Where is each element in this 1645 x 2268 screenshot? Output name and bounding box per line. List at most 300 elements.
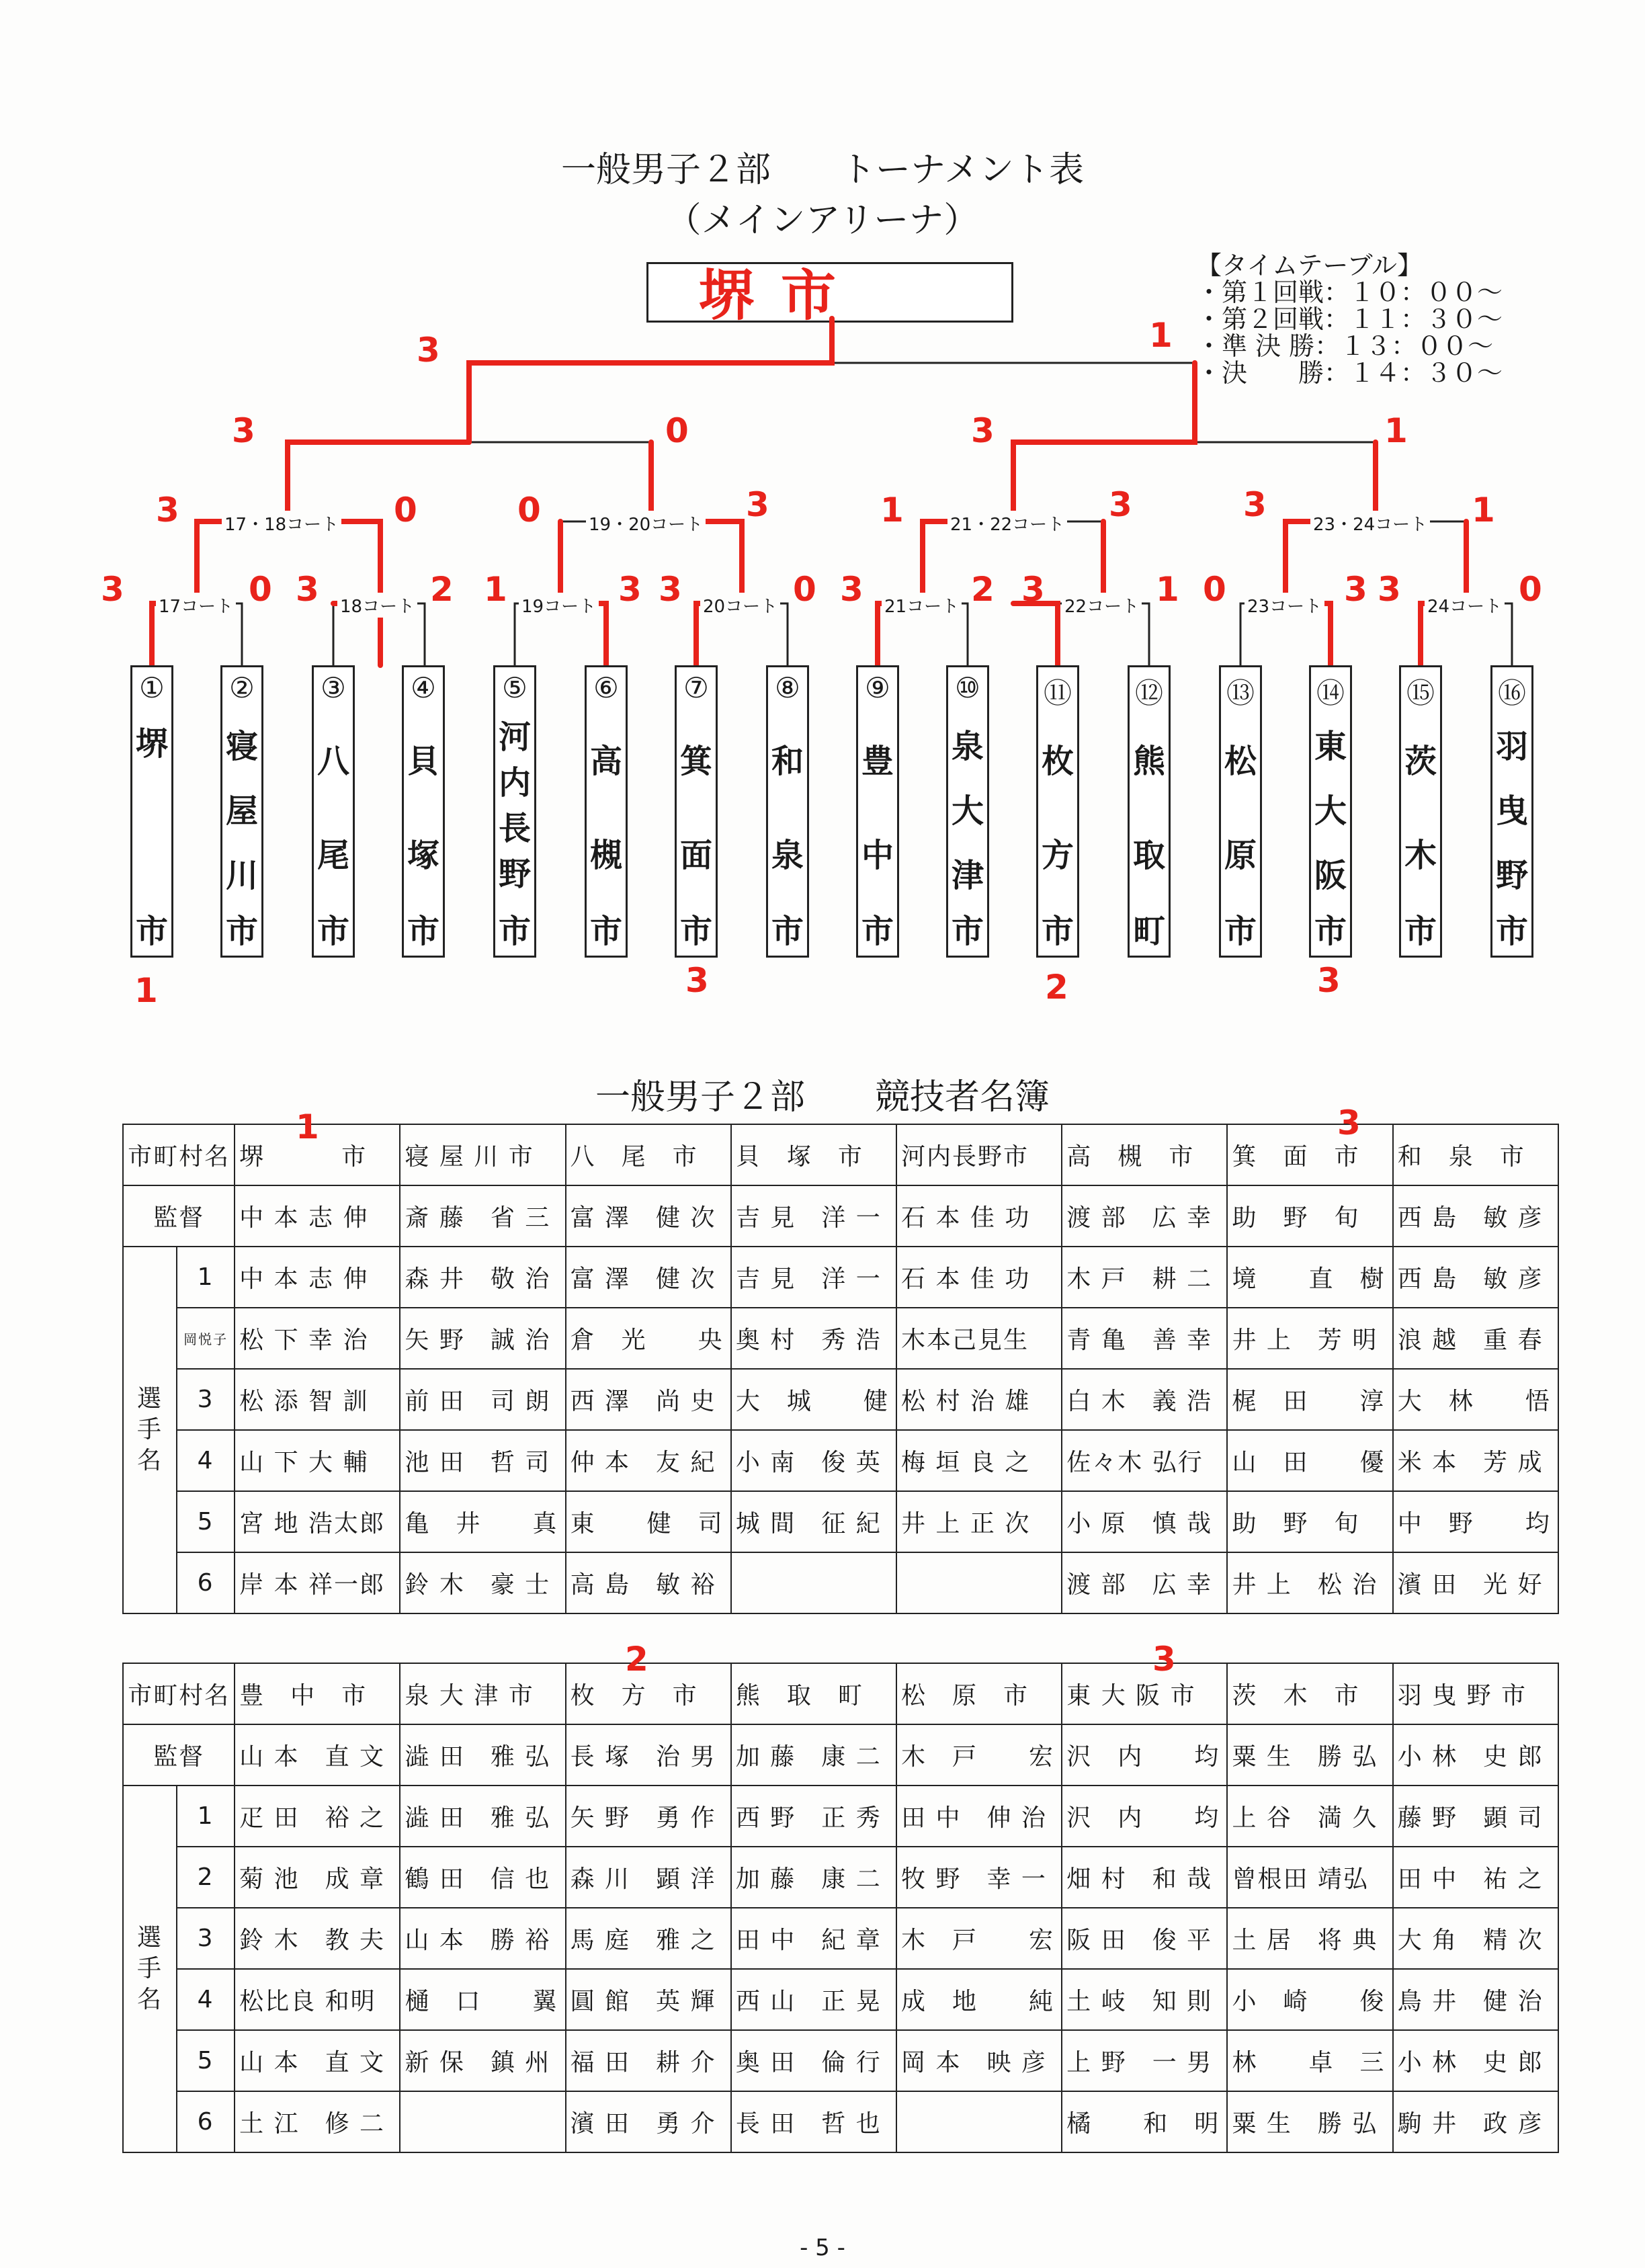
team-name-char: 寝 [225, 728, 258, 765]
team-number: ③ [321, 671, 346, 704]
team-name [768, 714, 807, 902]
team-name-char: 豊 [861, 743, 894, 780]
page-subtitle: （メインアリーナ） [666, 200, 979, 241]
team-box [402, 665, 445, 958]
player-cell: 松 村 治 雄 [896, 1369, 1062, 1430]
score-mark: 3 [1109, 485, 1132, 524]
player-cell: 曾根田 靖弘 [1227, 1847, 1392, 1908]
coach-header: 監督 [123, 1185, 235, 1247]
team-name [132, 714, 171, 773]
team-box [130, 665, 173, 958]
players-header-char: 手 [137, 1416, 163, 1443]
player-cell: 白 木 義 浩 [1062, 1369, 1227, 1430]
team-box [1490, 665, 1533, 958]
score-mark: 3 [296, 570, 319, 609]
team-suffix: 市 [1404, 913, 1437, 950]
team-name-char: 原 [1224, 837, 1257, 874]
player-cell: 牧 野 幸 一 [896, 1847, 1062, 1908]
player-cell [731, 1552, 896, 1613]
player-cell: 松 添 智 訓 [235, 1369, 400, 1430]
player-cell: 林 卓 三 [1227, 2030, 1392, 2091]
player-cell: 前 田 司 朗 [400, 1369, 565, 1430]
city-row [123, 1663, 1558, 1724]
team-name-char: 曳 [1495, 792, 1528, 830]
players-header-char: 手 [137, 1955, 163, 1982]
player-cell: 奥 田 倫 行 [731, 2030, 896, 2091]
team-name-char: 泉 [771, 837, 804, 874]
player-cell: 大 角 精 次 [1393, 1908, 1558, 1969]
player-cell: 森 川 顕 洋 [566, 1847, 731, 1908]
player-row [123, 1552, 1558, 1613]
player-cell: 土 居 将 典 [1227, 1908, 1392, 1969]
coach-cell: 木 戸 宏 [896, 1724, 1062, 1786]
score-mark: 1 [1472, 491, 1495, 530]
team-name [1311, 714, 1350, 908]
player-cell: 森 井 敬 治 [400, 1247, 565, 1308]
team-name-char: 方 [1041, 837, 1074, 874]
page-number: - 5 - [800, 2234, 845, 2261]
player-index: 5 [177, 2030, 235, 2091]
player-cell: 上 谷 満 久 [1227, 1786, 1392, 1847]
team-name-char: 阪 [1314, 857, 1347, 894]
score-mark: 0 [1203, 570, 1226, 609]
player-cell: 疋 田 裕 之 [235, 1786, 400, 1847]
coach-cell: 渡 部 広 幸 [1062, 1185, 1227, 1247]
city-cell: 寝 屋 川 市 [400, 1124, 565, 1185]
team-name-char: 羽 [1495, 728, 1528, 765]
team-name [1130, 714, 1169, 902]
timetable-title: 【タイムテーブル】 [1196, 251, 1423, 280]
coach-cell: 加 藤 康 二 [731, 1724, 896, 1786]
coach-cell: 石 本 佳 功 [896, 1185, 1062, 1247]
city-cell: 和 泉 市 [1393, 1124, 1558, 1185]
player-cell: 橘 和 明 [1062, 2091, 1227, 2152]
player-cell: 濱 田 勇 介 [566, 2091, 731, 2152]
players-header-char: 選 [137, 1924, 163, 1951]
score-mark: 3 [1378, 570, 1401, 609]
team-name-char: 屋 [225, 792, 258, 830]
city-header: 市町村名 [123, 1663, 235, 1724]
team-name [948, 714, 987, 908]
score-mark: 1 [880, 491, 904, 530]
team-name-char: 取 [1132, 837, 1165, 874]
player-cell: 井 上 芳 明 [1227, 1308, 1392, 1369]
timetable-row: ・決 勝：１４：３０～ [1196, 358, 1503, 388]
team-name-char: 茨 [1404, 743, 1437, 780]
player-cell: 鈴 木 教 夫 [235, 1908, 400, 1969]
player-cell: 西 澤 尚 史 [566, 1369, 731, 1430]
player-cell: 池 田 哲 司 [400, 1430, 565, 1491]
player-index: 4 [177, 1969, 235, 2030]
player-cell: 中 野 均 [1393, 1491, 1558, 1552]
court-label: 19コート [519, 593, 599, 618]
score-mark: 3 [685, 961, 709, 1000]
player-cell: 土 江 修 二 [235, 2091, 400, 2152]
team-suffix: 町 [1132, 913, 1165, 950]
player-index: 4 [177, 1430, 235, 1491]
city-cell: 河内長野市 [896, 1124, 1062, 1185]
team-suffix: 市 [1314, 913, 1347, 950]
player-cell: 岸 本 祥一郎 [235, 1552, 400, 1613]
player-cell: 小 崎 俊 [1227, 1969, 1392, 2030]
team-name-char: 大 [1314, 792, 1347, 830]
player-cell: 木本己見生 [896, 1308, 1062, 1369]
player-cell: 井 上 松 治 [1227, 1552, 1392, 1613]
score-mark: 0 [249, 570, 272, 609]
team-name-char: 箕 [679, 743, 712, 780]
player-index: 1 [177, 1786, 235, 1847]
team-name [404, 714, 443, 902]
coach-cell: 沢 内 均 [1062, 1724, 1227, 1786]
player-cell: 澁 田 雅 弘 [400, 1786, 565, 1847]
player-cell: 梅 垣 良 之 [896, 1430, 1062, 1491]
court-label: 23・24コート [1310, 511, 1430, 536]
player-cell: 田 中 紀 章 [731, 1908, 896, 1969]
player-cell: 樋 口 翼 [400, 1969, 565, 2030]
score-mark: 3 [1317, 961, 1341, 1000]
team-box [220, 665, 263, 958]
player-cell: 仲 本 友 紀 [566, 1430, 731, 1491]
score-mark: 3 [840, 570, 863, 609]
coach-cell: 吉 見 洋 一 [731, 1185, 896, 1247]
team-name-char: 川 [225, 857, 258, 894]
score-mark: 3 [971, 411, 995, 450]
player-cell: 沢 内 均 [1062, 1786, 1227, 1847]
coach-cell: 澁 田 雅 弘 [400, 1724, 565, 1786]
score-mark: 3 [659, 570, 682, 609]
player-index: 5 [177, 1491, 235, 1552]
team-name [858, 714, 897, 902]
players-header-char: 選 [137, 1385, 163, 1413]
player-cell: 中 本 志 伸 [235, 1247, 400, 1308]
team-name [587, 714, 626, 902]
score-mark: 2 [971, 570, 995, 609]
player-cell: 石 本 佳 功 [896, 1247, 1062, 1308]
player-cell: 鳥 井 健 治 [1393, 1969, 1558, 2030]
team-box [1399, 665, 1442, 958]
player-cell: 鈴 木 豪 士 [400, 1552, 565, 1613]
player-row [123, 1308, 1558, 1369]
team-suffix: 市 [135, 913, 168, 950]
player-cell [400, 2091, 565, 2152]
team-name-char: 尾 [317, 837, 349, 874]
winner-name: 堺市 [699, 264, 863, 328]
team-name [677, 714, 716, 902]
player-cell: 大 城 健 [731, 1369, 896, 1430]
player-row [123, 2030, 1558, 2091]
player-cell: 山 下 大 輔 [235, 1430, 400, 1491]
player-row [123, 1247, 1558, 1308]
city-cell: 枚 方 市 [566, 1663, 731, 1724]
team-suffix: 市 [225, 913, 258, 950]
team-box [1219, 665, 1262, 958]
team-name-char: 和 [771, 743, 804, 780]
team-number: ① [139, 671, 165, 704]
team-name-char: 松 [1224, 743, 1257, 780]
city-cell: 箕 面 市 [1227, 1124, 1392, 1185]
team-name-char: 塚 [407, 837, 439, 874]
player-cell: 梶 田 淳 [1227, 1369, 1392, 1430]
player-index: 岡悦子 [177, 1308, 235, 1369]
team-suffix: 市 [498, 913, 531, 950]
player-cell: 西 島 敏 彦 [1393, 1247, 1558, 1308]
team-number: ② [229, 671, 255, 704]
team-name-char: 木 [1404, 837, 1437, 874]
player-index: 3 [177, 1908, 235, 1969]
city-cell: 熊 取 町 [731, 1663, 896, 1724]
city-cell: 貝 塚 市 [731, 1124, 896, 1185]
player-index: 6 [177, 2091, 235, 2152]
player-cell: 木 戸 宏 [896, 1908, 1062, 1969]
city-header: 市町村名 [123, 1124, 235, 1185]
team-suffix: 市 [1224, 913, 1257, 950]
players-header [123, 1247, 177, 1613]
score-mark: 3 [1344, 570, 1367, 609]
court-label: 17・18コート [222, 511, 341, 536]
player-cell: 阪 田 俊 平 [1062, 1908, 1227, 1969]
team-name [222, 714, 261, 908]
team-number: ⑬ [1226, 677, 1255, 710]
team-number: ⑤ [502, 671, 528, 704]
timetable-row: ・第２回戦：１１：３０～ [1196, 304, 1503, 334]
city-cell: 豊 中 市 [235, 1663, 400, 1724]
score-mark: 1 [484, 570, 507, 609]
player-cell: 松比良 和明 [235, 1969, 400, 2030]
player-cell: 馬 庭 雅 之 [566, 1908, 731, 1969]
team-name-char: 槻 [589, 837, 622, 874]
player-cell: 長 田 哲 也 [731, 2091, 896, 2152]
player-cell: 奥 村 秀 浩 [731, 1308, 896, 1369]
score-mark: 0 [1519, 570, 1542, 609]
players-header [123, 1786, 177, 2152]
score-mark: 3 [101, 570, 124, 609]
roster-table-2 [122, 1663, 1559, 2153]
team-name-char: 貝 [407, 743, 439, 780]
team-box [675, 665, 718, 958]
team-suffix: 市 [407, 913, 439, 950]
coach-cell: 中 本 志 伸 [235, 1185, 400, 1247]
team-number: ④ [411, 671, 436, 704]
team-box [766, 665, 809, 958]
player-cell: 土 岐 知 則 [1062, 1969, 1227, 2030]
coach-cell: 助 野 旬 [1227, 1185, 1392, 1247]
team-name-char: 東 [1314, 728, 1347, 765]
score-mark: 2 [1045, 968, 1068, 1007]
player-cell: 渡 部 広 幸 [1062, 1552, 1227, 1613]
player-cell [896, 1552, 1062, 1613]
player-row [123, 1430, 1558, 1491]
player-cell: 倉 光 央 [566, 1308, 731, 1369]
city-cell: 羽 曳 野 市 [1393, 1663, 1558, 1724]
team-suffix: 市 [679, 913, 712, 950]
team-name-char: 内 [498, 764, 531, 802]
score-mark: 1 [1384, 411, 1408, 450]
team-number: ⑭ [1316, 677, 1345, 710]
court-label: 23コート [1245, 593, 1324, 618]
player-cell: 東 健 司 [566, 1491, 731, 1552]
score-mark: 2 [430, 570, 454, 609]
coach-row [123, 1185, 1558, 1247]
coach-cell: 斎 藤 省 三 [400, 1185, 565, 1247]
player-row [123, 1369, 1558, 1430]
team-suffix: 市 [951, 913, 984, 950]
player-cell: 宮 地 浩太郎 [235, 1491, 400, 1552]
player-row [123, 1491, 1558, 1552]
player-index: 2 [177, 1847, 235, 1908]
team-name-char: 八 [317, 743, 349, 780]
team-suffix: 市 [1041, 913, 1074, 950]
team-suffix: 市 [589, 913, 622, 950]
team-suffix: 市 [771, 913, 804, 950]
city-cell: 八 尾 市 [566, 1124, 731, 1185]
player-cell: 木 戸 耕 二 [1062, 1247, 1227, 1308]
player-cell: 山 本 勝 裕 [400, 1908, 565, 1969]
player-cell: 上 野 一 男 [1062, 2030, 1227, 2091]
coach-row [123, 1724, 1558, 1786]
score-mark: 3 [417, 331, 440, 370]
player-cell: 藤 野 顕 司 [1393, 1786, 1558, 1847]
players-header-char: 名 [137, 1447, 163, 1474]
player-cell: 加 藤 康 二 [731, 1847, 896, 1908]
player-cell: 福 田 耕 介 [566, 2030, 731, 2091]
player-cell: 圓 館 英 輝 [566, 1969, 731, 2030]
coach-cell: 富 澤 健 次 [566, 1185, 731, 1247]
page-title: 一般男子２部 トーナメント表 [561, 150, 1084, 190]
court-label: 19・20コート [586, 511, 706, 536]
player-cell: 粟 生 勝 弘 [1227, 2091, 1392, 2152]
team-name [314, 714, 353, 902]
team-number: ⑮ [1406, 677, 1435, 710]
player-cell: 吉 見 洋 一 [731, 1247, 896, 1308]
player-cell: 山 本 直 文 [235, 2030, 400, 2091]
player-index: 6 [177, 1552, 235, 1613]
player-cell: 西 山 正 晃 [731, 1969, 896, 2030]
city-cell: 東 大 阪 市 [1062, 1663, 1227, 1724]
team-name-char: 大 [951, 792, 984, 830]
player-cell: 成 地 純 [896, 1969, 1062, 2030]
team-number: ⑧ [775, 671, 800, 704]
timetable-row: ・第１回戦：１０：００～ [1196, 278, 1503, 307]
coach-cell: 長 塚 治 男 [566, 1724, 731, 1786]
team-name [1401, 714, 1440, 902]
court-label: 20コート [700, 593, 780, 618]
player-cell: 井 上 正 次 [896, 1491, 1062, 1552]
team-number: ⑥ [593, 671, 619, 704]
score-mark: 0 [793, 570, 816, 609]
team-number: ⑯ [1497, 677, 1526, 710]
player-cell: 畑 村 和 哉 [1062, 1847, 1227, 1908]
court-label: 17コート [156, 593, 236, 618]
player-row [123, 2091, 1558, 2152]
team-name-char: 枚 [1041, 743, 1074, 780]
player-cell: 駒 井 政 彦 [1393, 2091, 1558, 2152]
score-mark: 3 [1243, 485, 1267, 524]
team-suffix: 市 [1495, 913, 1528, 950]
player-row [123, 1908, 1558, 1969]
player-cell: 岡 本 映 彦 [896, 2030, 1062, 2091]
player-cell: 西 野 正 秀 [731, 1786, 896, 1847]
player-cell: 小 南 俊 英 [731, 1430, 896, 1491]
coach-cell: 山 本 直 文 [235, 1724, 400, 1786]
team-name-char: 中 [861, 837, 894, 874]
team-number: ⑪ [1043, 677, 1072, 710]
roster-mark: 3 [1152, 1640, 1176, 1679]
team-box [312, 665, 355, 958]
team-box [946, 665, 989, 958]
player-cell: 青 亀 善 幸 [1062, 1308, 1227, 1369]
city-cell: 茨 木 市 [1227, 1663, 1392, 1724]
team-box [1309, 665, 1352, 958]
player-row [123, 1786, 1558, 1847]
coach-cell: 西 島 敏 彦 [1393, 1185, 1558, 1247]
player-cell: 浪 越 重 春 [1393, 1308, 1558, 1369]
score-mark: 0 [394, 491, 417, 530]
city-cell: 堺 市 [235, 1124, 400, 1185]
player-cell: 濱 田 光 好 [1393, 1552, 1558, 1613]
team-name-char: 面 [679, 837, 712, 874]
team-number: ⑫ [1134, 677, 1163, 710]
city-cell: 高 槻 市 [1062, 1124, 1227, 1185]
score-mark: 3 [232, 411, 255, 450]
team-name-char: 長 [498, 810, 531, 847]
player-cell: 田 中 伸 治 [896, 1786, 1062, 1847]
score-mark: 1 [134, 971, 158, 1010]
team-name-char: 野 [1495, 857, 1528, 894]
player-cell: 富 澤 健 次 [566, 1247, 731, 1308]
roster-title: 一般男子２部 競技者名簿 [595, 1077, 1050, 1118]
team-number: ⑦ [683, 671, 709, 704]
player-row [123, 1969, 1558, 2030]
team-name-char: 堺 [135, 725, 168, 763]
team-name-char: 河 [498, 718, 531, 756]
player-cell: 山 田 優 [1227, 1430, 1392, 1491]
player-cell: 小 林 史 郎 [1393, 2030, 1558, 2091]
player-cell: 矢 野 誠 治 [400, 1308, 565, 1369]
score-mark: 3 [746, 485, 769, 524]
team-suffix: 市 [317, 913, 349, 950]
team-name [495, 714, 534, 897]
score-mark: 3 [618, 570, 642, 609]
player-cell: 高 島 敏 裕 [566, 1552, 731, 1613]
court-label: 21・22コート [947, 511, 1067, 536]
team-box [1036, 665, 1079, 958]
roster-mark: 3 [1337, 1103, 1361, 1142]
player-cell: 新 保 鎮 州 [400, 2030, 565, 2091]
team-box [856, 665, 899, 958]
player-row [123, 1847, 1558, 1908]
team-name-char: 泉 [951, 728, 984, 765]
city-cell: 泉 大 津 市 [400, 1663, 565, 1724]
score-mark: 1 [1149, 316, 1173, 355]
player-cell: 佐々木 弘行 [1062, 1430, 1227, 1491]
player-cell: 米 本 芳 成 [1393, 1430, 1558, 1491]
player-cell: 助 野 旬 [1227, 1491, 1392, 1552]
team-name-char: 野 [498, 855, 531, 893]
team-name-char: 熊 [1132, 743, 1165, 780]
team-box [585, 665, 628, 958]
score-mark: 3 [1021, 570, 1045, 609]
court-label: 18コート [337, 593, 417, 618]
roster-table-1 [122, 1124, 1559, 1614]
court-label: 21コート [882, 593, 962, 618]
player-index: 1 [177, 1247, 235, 1308]
score-mark: 3 [156, 491, 179, 530]
score-mark: 1 [1156, 570, 1179, 609]
team-name [1221, 714, 1260, 902]
coach-header: 監督 [123, 1724, 235, 1786]
score-mark: 0 [517, 491, 541, 530]
team-name-char: 津 [951, 857, 984, 894]
